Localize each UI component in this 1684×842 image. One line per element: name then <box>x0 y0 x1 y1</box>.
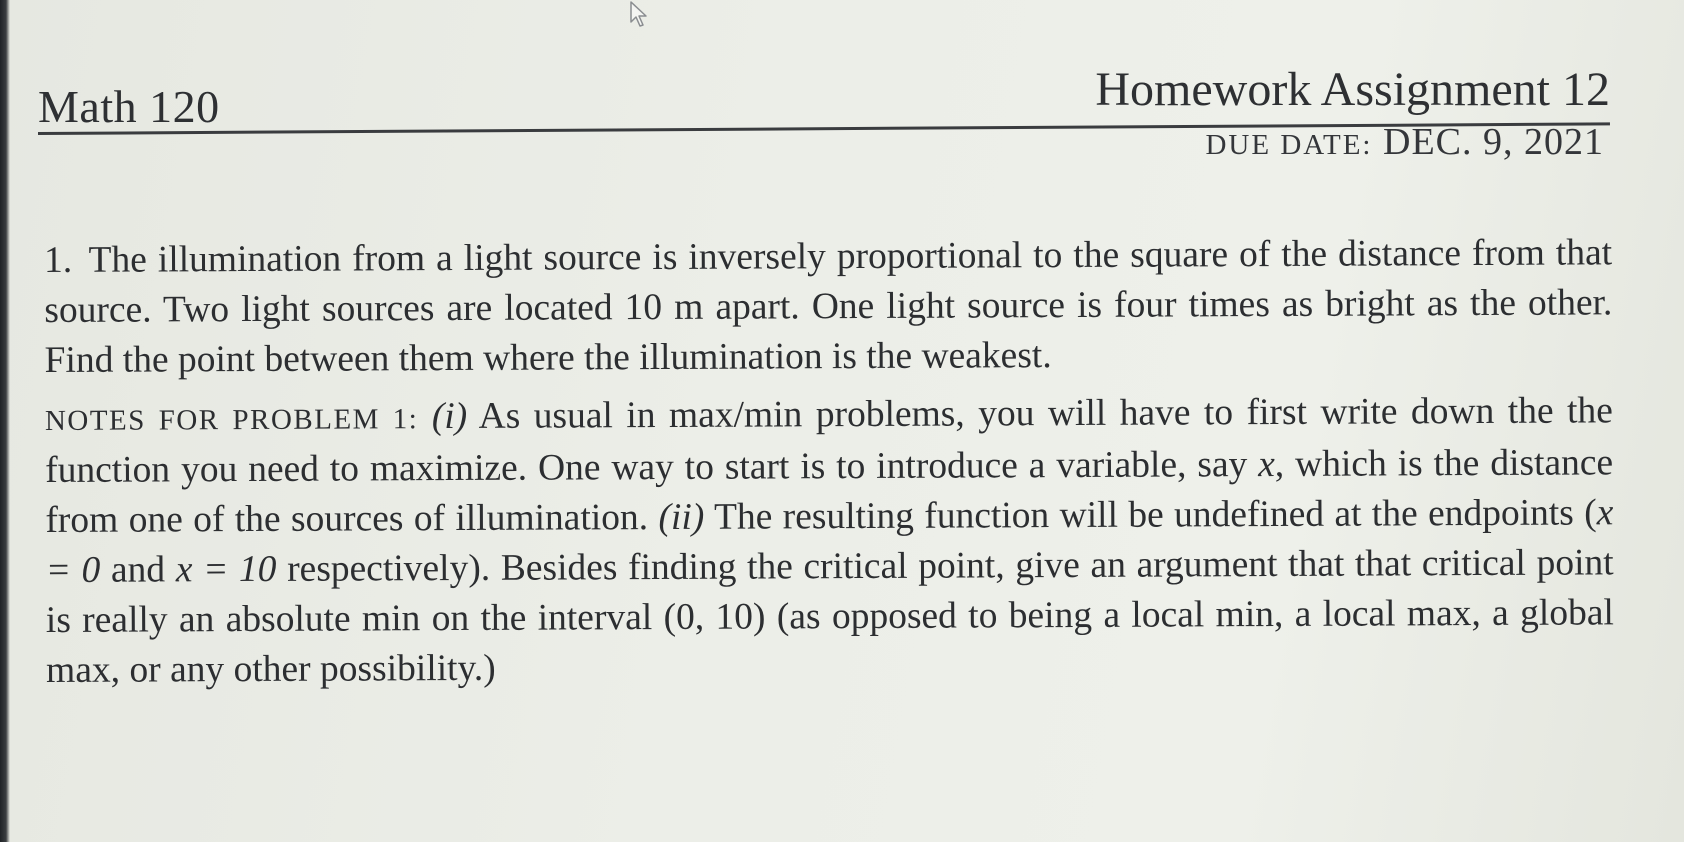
problem-1-text: The illumination from a light source is inversely proportional to the square of the distance from that source. Two light sources are located 10 m apart. One light source is four times as bright as the other. Find the point between them where the illumination is the weakest. <box>44 232 1613 381</box>
note-part-i-text-a: As usual in max/min problems, you will have to first write down the the function you need to maximize. One way to start is to introduce a variable, say <box>45 390 1613 491</box>
notes-label: NOTES FOR PROBLEM 1: <box>44 403 419 437</box>
document-header <box>38 62 1610 172</box>
note-part-ii-and: and <box>110 549 166 591</box>
problem-number: 1. <box>44 239 73 281</box>
assignment-title: Homework Assignment 12 <box>1095 63 1610 116</box>
due-date-value: DEC. 9, 2021 <box>1383 121 1604 163</box>
due-date <box>1205 120 1604 164</box>
note-part-i-text-b: , which is the distance from one of the sources of illumination. <box>45 442 1614 541</box>
mouse-cursor-icon <box>628 0 654 28</box>
due-date-label: DUE DATE: <box>1205 129 1373 161</box>
endpoint-a: x = 0 <box>45 492 1614 591</box>
document-body <box>44 228 1614 696</box>
note-part-ii-marker: (ii) <box>658 496 705 539</box>
note-part-i-marker: (i) <box>431 395 468 438</box>
endpoint-b: x = 10 <box>175 548 277 591</box>
note-part-ii-text-a: The resulting function will be undefined at the endpoints ( <box>713 492 1597 538</box>
note-part-ii-text-b: respectively). Besides finding the critical point, give an argument that that critical point is really an absolute min on the interval (0, 10) (as opposed to being a local min, a local max, a global max, or any other possibility.) <box>45 542 1614 691</box>
problem-1-notes <box>45 386 1614 696</box>
variable-x: x <box>1258 443 1275 486</box>
problem-1 <box>44 228 1613 386</box>
screen-left-edge <box>0 0 10 842</box>
course-title: Math 120 <box>38 81 220 132</box>
